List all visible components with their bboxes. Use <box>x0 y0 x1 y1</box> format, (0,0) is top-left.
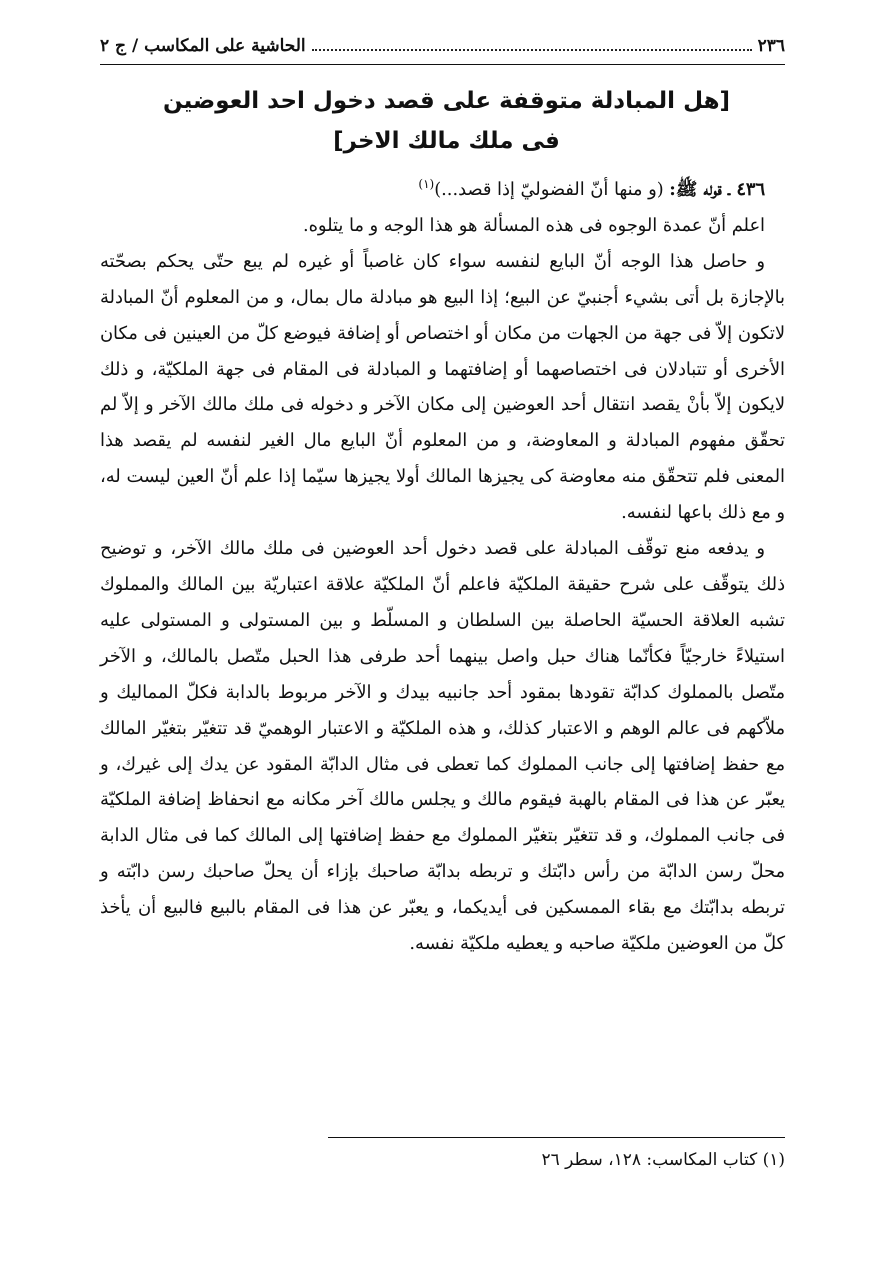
header-rule <box>100 64 785 65</box>
entry-quote: (و منها أنّ الفضوليّ إذا قصد...) <box>434 179 670 200</box>
section-heading-line-2: فى ملك مالك الاخر] <box>333 128 560 154</box>
paragraph-1: اعلم أنّ عمدة الوجوه فى هذه المسألة هو هذا الوجه و ما يتلوه. <box>302 214 765 236</box>
paragraph-2: و حاصل هذا الوجه أنّ البايع لنفسه سواء كان غاصباً أو غيره لم يبع حتّى يحكم بصحّته بالإجازة بل أتى بشيء أجنبيّ عن البيع؛ إذا البيع هو مبادلة مال بمال، و من المعلوم أنّ المبادلة لاتكون إلاّ فى جهة من الجهات من مكان أو اختصاص أو إضافة فيوضع كلّ من العينين فى مكان الأخرى أو تتبادلان فى اختصاصهما أو إضافتهما و المبادلة فى المقام فى جهة الملكيّة، و ذلك لايكون إلاّ بأنْ يقصد انتقال أحد العوضين إلى مكان الآخر و دخوله فى ملك مالك الآخر و إلاّ لم تحقّق مفهوم المبادلة و المعاوضة، و من المعلوم أنّ البايع مال الغير لنفسه لم يقصد هذا المعنى فلم تتحقّق منه معاوضة كى يجيزها المالك أولا يجيزها سيّما إذا علم أنّ العين ليست له، و مع ذلك باعها لنفسه. <box>100 250 785 524</box>
footnote-rule <box>328 1137 785 1138</box>
paragraph-3: و يدفعه منع توقّف المبادلة على قصد دخول أحد العوضين فى ملك مالك الآخر، و توضيح ذلك يتوقّف على شرح حقيقة الملكيّة فاعلم أنّ الملكيّة علاقة اعتباريّة بين المالك والمملوك تشبه العلاقة الحسيّة الحاصلة بين السلطان و المسلّط و بين المستولى و المستولى عليه استيلاءً خارجيّاً فكأنّما هناك حبل واصل بينهما أحد طرفى هذا الحبل متّصل بالمالك، و الآخر متّصل بالمملوك كدابّة تقودها بمقود أحد جانبيه بيدك و الآخر مربوط بالدابة فكلّ المماليك و ملاّكهم فى عالم الوهم و الاعتبار كذلك، و هذه الملكيّة و الاعتبار الوهميّ قد تتغيّر بتغيّر المالك مع حفظ إضافتها إلى جانب المملوك كما تعطى فى مثال الدابّة المقود عن يدك إلى غيرك، و يعبّر عن هذا فى المقام بالهبة فيقوم مالك و يجلس مالك آخر مكانه مع انحفاظ إضافة الملكيّة فى جانب المملوك، و قد تتغيّر بتغيّر المملوك مع حفظ إضافتها إلى المالك كما فى مثال الدابة محلّ رسن الدابّة من رأس دابّتك و تربطه بدابّة صاحبك بإزاء أن يحلّ صاحبك رسن دابّته و تربطه بدابّتك مع بقاء الممسكين فى أيديكما، و يعبّر عن هذا فى المقام بالبيع فالبيع أن يأخذ كلّ من العوضين ملكيّة صاحبه و يعطيه ملكيّة نفسه. <box>100 538 785 955</box>
page-number: ٢٣٦ <box>757 36 785 56</box>
running-head <box>100 30 785 62</box>
entry-number: ٤٣٦ ـ قوله ﷺ: <box>669 179 765 200</box>
body-text <box>100 172 785 962</box>
section-heading-line-1: [هل المبادلة متوقفة على قصد دخول احد العوضين <box>162 88 731 114</box>
dotted-leader <box>312 49 752 51</box>
footnote: (١) كتاب المكاسب: ١٢٨، سطر ٢٦ <box>541 1150 785 1170</box>
entry-line <box>100 172 785 208</box>
running-head-title: الحاشية على المكاسب / ج ٢ <box>100 36 306 56</box>
footnote-marker: (١) <box>418 177 435 192</box>
